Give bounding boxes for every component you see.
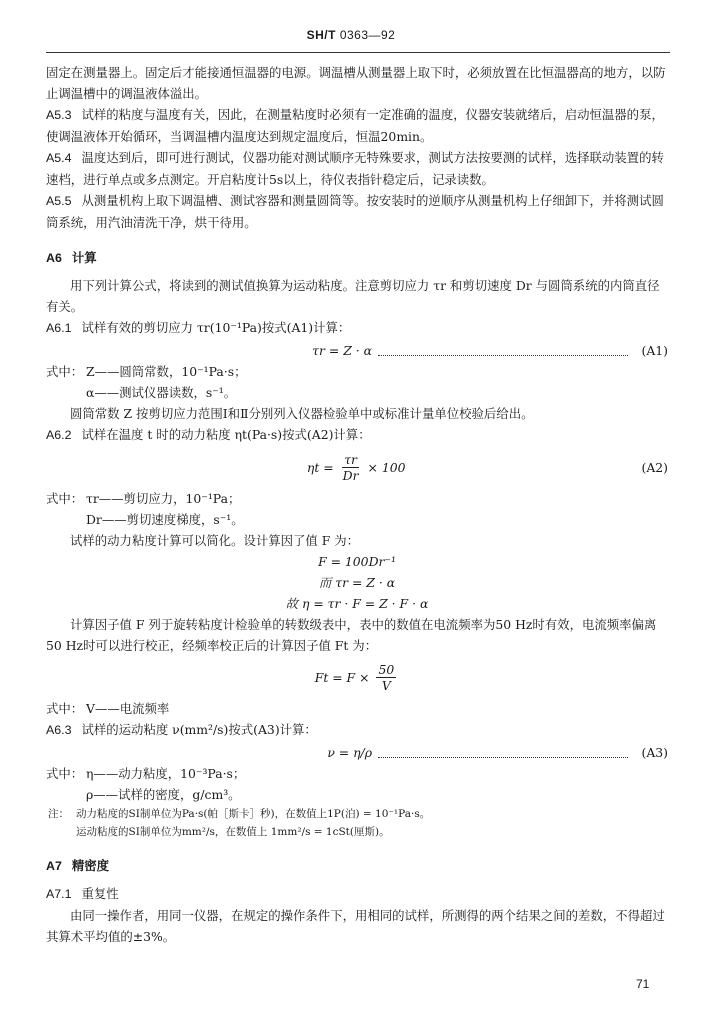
heading-a6	[46, 247, 668, 269]
section-number: A5.5	[46, 194, 72, 208]
where-label: 式中：	[46, 491, 84, 506]
equation-body: τr = Z · α	[312, 342, 372, 358]
fraction-numerator: 50	[378, 661, 395, 677]
f-table-text: 计算因子值 F 列于旋转粘度计检验单的转数级表中，表中的数值在电流频率为50 Hz时有效，电流频率偏离50 Hz时可以进行校正，经频率校正后的计算因子值 Ft 为：	[46, 617, 657, 653]
section-a5-3	[46, 104, 668, 147]
where-block-3	[46, 698, 668, 719]
section-a5-5	[46, 190, 668, 233]
section-a5-4	[46, 147, 668, 190]
standard-header	[0, 28, 702, 42]
dot-leader	[378, 746, 628, 758]
section-title: 计算	[71, 250, 97, 265]
where-alpha: α——测试仪器读数，s⁻¹。	[86, 385, 237, 400]
section-number: A6.1	[46, 321, 72, 335]
note-2: 运动粘度的SI制单位为mm²/s，在数值上 1mm²/s = 1cSt(厘斯)。	[76, 826, 390, 838]
note-text: 动力粘度的SI制单位为Pa·s(帕［斯卡］秒)，在数值上1P(泊) = 10⁻¹Pa·s。	[76, 808, 431, 820]
standard-number: 0363—92	[339, 28, 396, 42]
where-block-1	[46, 361, 668, 382]
where-z: Z——圆筒常数，10⁻¹Pa·s；	[86, 364, 247, 379]
equation-a3	[46, 741, 668, 763]
section-number: A6.3	[46, 723, 72, 737]
section-number: A6.2	[46, 428, 72, 442]
eta-equation: 故 η = τr · F = Z · F · α	[285, 596, 429, 611]
section-number: A7.1	[46, 887, 72, 901]
section-a7-1	[46, 883, 668, 905]
section-a6-2	[46, 424, 668, 446]
f-equation: F = 100Dr⁻¹	[318, 554, 396, 569]
paragraph-continued: 固定在测量器上。固定后才能接通恒温器的电源。调温槽从测量器上取下时，必须放置在比恒温器高的地方，以防止调温槽中的调温液体溢出。	[46, 65, 666, 101]
note-1	[46, 805, 668, 823]
fraction	[341, 452, 361, 483]
ft-equation	[46, 656, 668, 698]
z-note: 圆筒常数 Z 按剪切应力范围Ⅰ和Ⅱ分别列入仪器检验单中或标准计量单位校验后给出。	[70, 406, 534, 421]
section-number: A7	[46, 859, 62, 873]
standard-code: SH/T	[306, 28, 336, 42]
equation-number: (A3)	[641, 744, 668, 760]
equation-lhs: ηt =	[306, 459, 334, 475]
where-block-4	[46, 763, 668, 784]
section-text: 从测量机构上取下调温槽、测试容器和测量圆筒等。按安装时的逆顺序从测量机构上仔细卸下，并将测试圆筒系统，用汽油清洗干净，烘干待用。	[46, 193, 664, 230]
where-label: 式中：	[46, 766, 84, 781]
equation-a1	[46, 339, 668, 361]
where-block-2	[46, 488, 668, 509]
fraction-numerator: τr	[344, 451, 357, 467]
where-v: V——电流频率	[86, 701, 170, 716]
section-a6-3	[46, 719, 668, 741]
section-number: A5.3	[46, 108, 72, 122]
where-label: 式中：	[46, 701, 84, 716]
section-text: 试样在温度 t 时的动力粘度 ηt(Pa·s)按式(A2)计算：	[81, 427, 371, 442]
where-eta: η——动力粘度，10⁻³Pa·s；	[86, 766, 246, 781]
equation-number: (A2)	[641, 459, 668, 475]
section-number: A6	[46, 251, 62, 265]
section-a6-1	[46, 317, 668, 339]
header-rule	[46, 52, 670, 53]
equation-body: ν = η/ρ	[327, 744, 372, 760]
section-title: 精密度	[71, 858, 110, 873]
section-text: 试样的粘度与温度有关，因此，在测量粘度时必须有一定准确的温度，仪器安装就绪后，启动恒温器的泵，使调温液体开始循环，当调温槽内温度达到规定温度后，恒温20min。	[46, 107, 664, 144]
equation-body	[307, 452, 406, 483]
section-number: A5.4	[46, 151, 72, 165]
section-text: 试样的运动粘度 ν(mm²/s)按式(A3)计算：	[81, 722, 317, 737]
where-label: 式中：	[46, 364, 84, 379]
tau-equation: 而 τr = Z · α	[318, 575, 396, 590]
where-dr: Dr——剪切速度梯度，s⁻¹。	[86, 512, 244, 527]
section-title: 重复性	[81, 886, 119, 901]
heading-a7	[46, 855, 668, 877]
simplify-text: 试样的动力粘度计算可以简化。设计算因了值 F 为：	[70, 533, 360, 548]
equation-lhs: Ft = F ×	[314, 669, 370, 685]
equation-body	[315, 662, 400, 693]
repeatability-text: 由同一操作者，用同一仪器，在规定的操作条件下，用相同的试样，所测得的两个结果之间的差数，不得超过其算术平均值的±3%。	[46, 908, 665, 944]
equation-number: (A1)	[641, 342, 668, 358]
note-label: 注：	[48, 808, 69, 820]
body-text	[46, 62, 668, 947]
a6-intro: 用下列计算公式，将读到的测试值换算为运动粘度。注意剪切应力 τr 和剪切速度 Dr 与圆筒系统的内筒直径有关。	[46, 278, 660, 314]
fraction-denominator: V	[381, 677, 391, 693]
section-text: 温度达到后，即可进行测试，仪器功能对测试顺序无特殊要求，测试方法按要测的试样，选择联动装置的转速档，进行单点或多点测定。开启粘度计5s以上，待仪表指针稳定后，记录读数。	[46, 150, 664, 187]
equation-tail: × 100	[367, 459, 406, 475]
page-number: 71	[636, 977, 650, 991]
fraction-denominator: Dr	[342, 467, 359, 483]
equation-a2	[46, 446, 668, 488]
section-text: 试样有效的剪切应力 τr(10⁻¹Pa)按式(A1)计算：	[81, 320, 351, 335]
fraction	[376, 662, 396, 693]
where-rho: ρ——试样的密度，g/cm³。	[86, 787, 241, 802]
where-tau: τr——剪切应力，10⁻¹Pa；	[86, 491, 241, 506]
dot-leader	[378, 344, 628, 356]
